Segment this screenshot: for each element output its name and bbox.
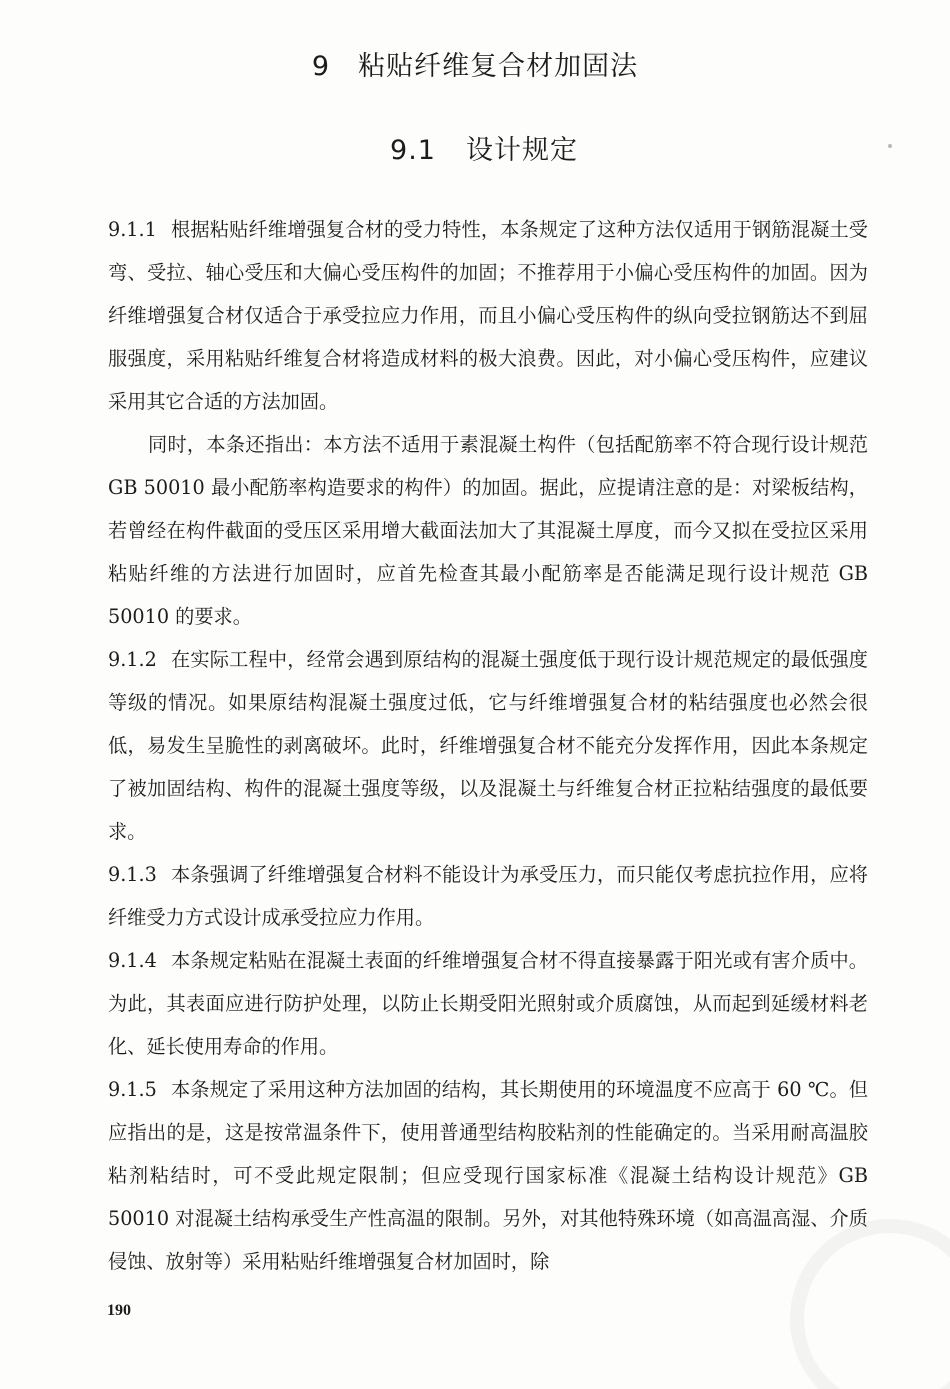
paragraph-9-1-1 [108,208,868,423]
section-title [0,128,950,167]
clause-number: 9.1.3 [108,863,157,886]
paragraph-9-1-4 [108,939,868,1068]
page-number: 190 [107,1302,131,1319]
clause-number: 9.1.1 [108,218,157,241]
paragraph-text: 本条规定粘贴在混凝土表面的纤维增强复合材不得直接暴露于阳光或有害介质中。为此，其表面应进行防护处理，以防止长期受阳光照射或介质腐蚀，从而起到延缓材料老化、延长使用寿命的作用。 [108,949,868,1058]
body-text [108,208,868,1283]
chapter-title [0,44,950,83]
paragraph-text: 根据粘贴纤维增强复合材的受力特性，本条规定了这种方法仅适用于钢筋混凝土受弯、受拉、轴心受压和大偏心受压构件的加固；不推荐用于小偏心受压构件的加固。因为纤维增强复合材仅适合于承受拉应力作用，而且小偏心受压构件的纵向受拉钢筋达不到屈服强度，采用粘贴纤维复合材将造成材料的极大浪费。因此，对小偏心受压构件，应建议采用其它合适的方法加固。 [108,218,868,413]
clause-number: 9.1.2 [108,648,157,671]
paragraph-text: 本条规定了采用这种方法加固的结构，其长期使用的环境温度不应高于 60 ℃。但应指出的是，这是按常温条件下，使用普通型结构胶粘剂的性能确定的。当采用耐高温胶粘剂粘结时，可不受此规定限制；但应受现行国家标准《混凝土结构设计规范》GB 50010 对混凝土结构承受生产性高温的限制。另外，对其他特殊环境（如高温高湿、介质侵蚀、放射等）采用粘贴纤维增强复合材加固时，除 [108,1078,868,1273]
paragraph-continuation [108,423,868,638]
chapter-number: 9 [311,51,331,82]
paragraph-9-1-2 [108,638,868,853]
paragraph-text: 在实际工程中，经常会遇到原结构的混凝土强度低于现行设计规范规定的最低强度等级的情况。如果原结构混凝土强度过低，它与纤维增强复合材的粘结强度也必然会很低，易发生呈脆性的剥离破坏。此时，纤维增强复合材不能充分发挥作用，因此本条规定了被加固结构、构件的混凝土强度等级，以及混凝土与纤维复合材正拉粘结强度的最低要求。 [108,648,868,843]
scan-artifact [888,144,892,148]
paragraph-9-1-5 [108,1068,868,1283]
clause-number: 9.1.4 [108,949,157,972]
chapter-title-text: 粘贴纤维复合材加固法 [358,51,639,82]
paragraph-text: 本条强调了纤维增强复合材料不能设计为承受压力，而只能仅考虑抗拉作用，应将纤维受力方式设计成承受拉应力作用。 [108,863,868,929]
section-number: 9.1 [390,135,436,166]
section-title-text: 设计规定 [465,135,578,166]
paragraph-text: 同时，本条还指出：本方法不适用于素混凝土构件（包括配筋率不符合现行设计规范 GB 50010 最小配筋率构造要求的构件）的加固。据此，应提请注意的是：对梁板结构，若曾经在构件截面的受压区采用增大截面法加大了其混凝土厚度，而今又拟在受拉区采用粘贴纤维的方法进行加固时，应首先检查其最小配筋率是否能满足现行设计规范 GB 50010 的要求。 [108,433,868,628]
paragraph-9-1-3 [108,853,868,939]
clause-number: 9.1.5 [108,1078,157,1101]
